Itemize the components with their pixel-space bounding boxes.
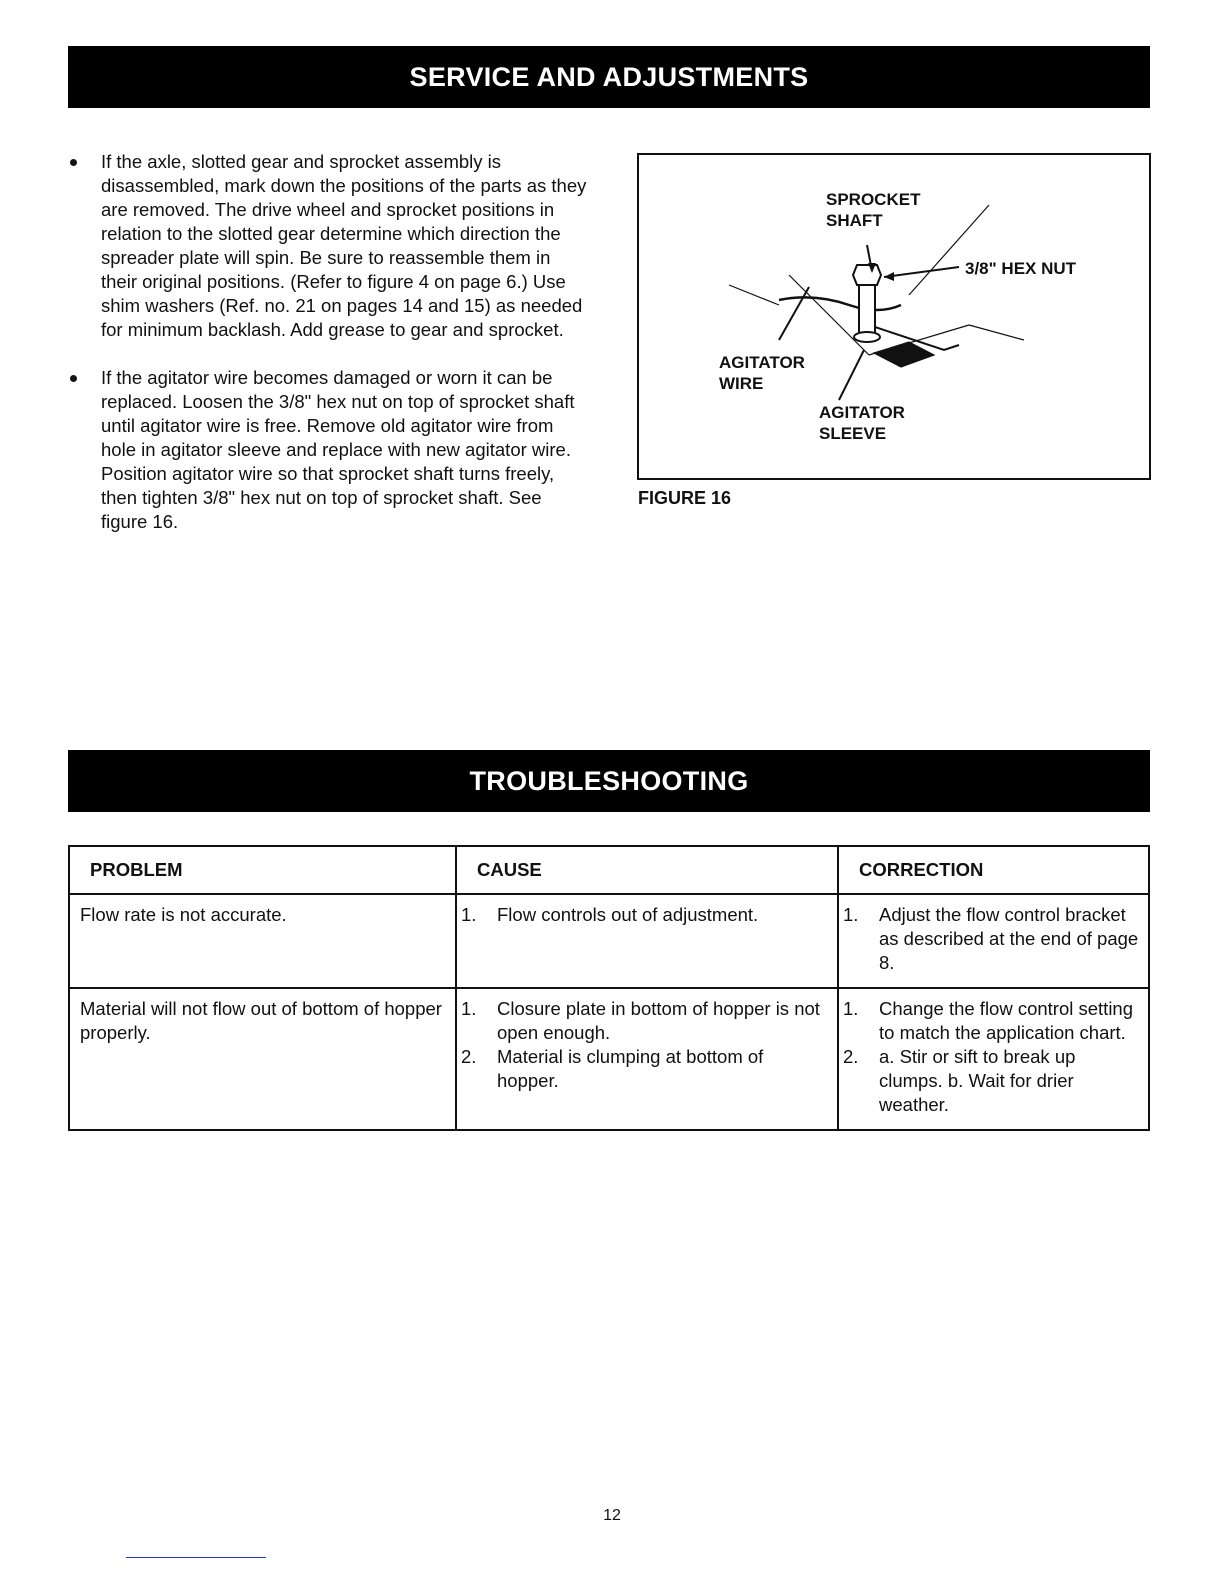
problem-cell: Material will not flow out of bottom of hopper properly.	[69, 988, 456, 1130]
page-number: 12	[603, 1507, 621, 1524]
figure-16-diagram	[637, 153, 1151, 480]
label-agitator-sleeve: AGITATOR SLEEVE	[819, 403, 905, 443]
correction-item: 1. Change the flow control setting to match the application chart.	[843, 998, 1134, 1043]
hex-nut-shape	[853, 265, 881, 285]
instruction-text: If the agitator wire becomes damaged or worn it can be replaced. Loosen the 3/8" hex nut on top of sprocket shaft until agitator wire is free. Remove old agitator wire from hole in agitator sleeve and replace with new agitator wire. Position agitator wire so that sprocket shaft turns freely, then tighten 3/8" hex nut on top of sprocket shaft. See figure 16.	[101, 367, 575, 532]
section-title-service: SERVICE AND ADJUSTMENTS	[409, 61, 809, 92]
correction-item: 2. a. Stir or sift to break up clumps. b. Wait for drier weather.	[843, 1046, 1076, 1115]
leader-line	[884, 267, 959, 277]
cause-cell	[456, 988, 838, 1130]
figure-caption: FIGURE 16	[638, 488, 732, 508]
leader-line	[779, 287, 809, 340]
instruction-item	[68, 366, 588, 534]
cause-item: 1. Flow controls out of adjustment.	[461, 904, 759, 925]
table-header-row	[69, 846, 1149, 894]
plate-edge-line	[789, 275, 869, 355]
header-cause: CAUSE	[456, 846, 838, 894]
plate-edge-line	[729, 285, 779, 305]
instruction-list	[68, 150, 588, 558]
troubleshooting-table	[68, 845, 1150, 1131]
plate-edge-line	[909, 205, 989, 295]
footer-rule	[126, 1557, 266, 1558]
correction-cell	[838, 988, 1149, 1130]
cause-cell	[456, 894, 838, 988]
problem-cell: Flow rate is not accurate.	[69, 894, 456, 988]
agitator-sleeve-shape	[874, 342, 934, 367]
correction-item: 1. Adjust the flow control bracket as described at the end of page 8.	[843, 904, 1139, 973]
label-hex-nut: 3/8" HEX NUT	[965, 259, 1077, 278]
instruction-item	[68, 150, 588, 342]
section-title-troubleshooting: TROUBLESHOOTING	[469, 765, 749, 796]
instruction-text: If the axle, slotted gear and sprocket assembly is disassembled, mark down the positions of the parts as they are removed. The drive wheel and sprocket positions in relation to the slotted gear determine which direction the spreader plate will spin. Be sure to reassemble them in their original positions. (Refer to figure 4 on page 6.) Use shim washers (Ref. no. 21 on pages 14 and 15) as needed for minimum backlash. Add grease to gear and sprocket.	[101, 151, 587, 340]
cause-item: 2. Material is clumping at bottom of hopper.	[461, 1046, 764, 1091]
header-correction: CORRECTION	[838, 846, 1149, 894]
washer-shape	[854, 332, 880, 342]
table-row	[69, 988, 1149, 1130]
correction-cell	[838, 894, 1149, 988]
cause-item: 1. Closure plate in bottom of hopper is not open enough.	[461, 998, 820, 1043]
header-problem: PROBLEM	[69, 846, 456, 894]
section-banner-service	[68, 46, 1150, 108]
label-sprocket-shaft: SPROCKET SHAFT	[826, 190, 921, 230]
arrowhead-icon	[884, 272, 894, 281]
plate-edge-line	[969, 325, 1024, 340]
bullet-icon	[70, 159, 77, 166]
bullet-icon	[70, 375, 77, 382]
leader-line	[839, 350, 864, 400]
table-row	[69, 894, 1149, 988]
section-banner-troubleshooting	[68, 750, 1150, 812]
label-agitator-wire: AGITATOR WIRE	[719, 353, 805, 393]
